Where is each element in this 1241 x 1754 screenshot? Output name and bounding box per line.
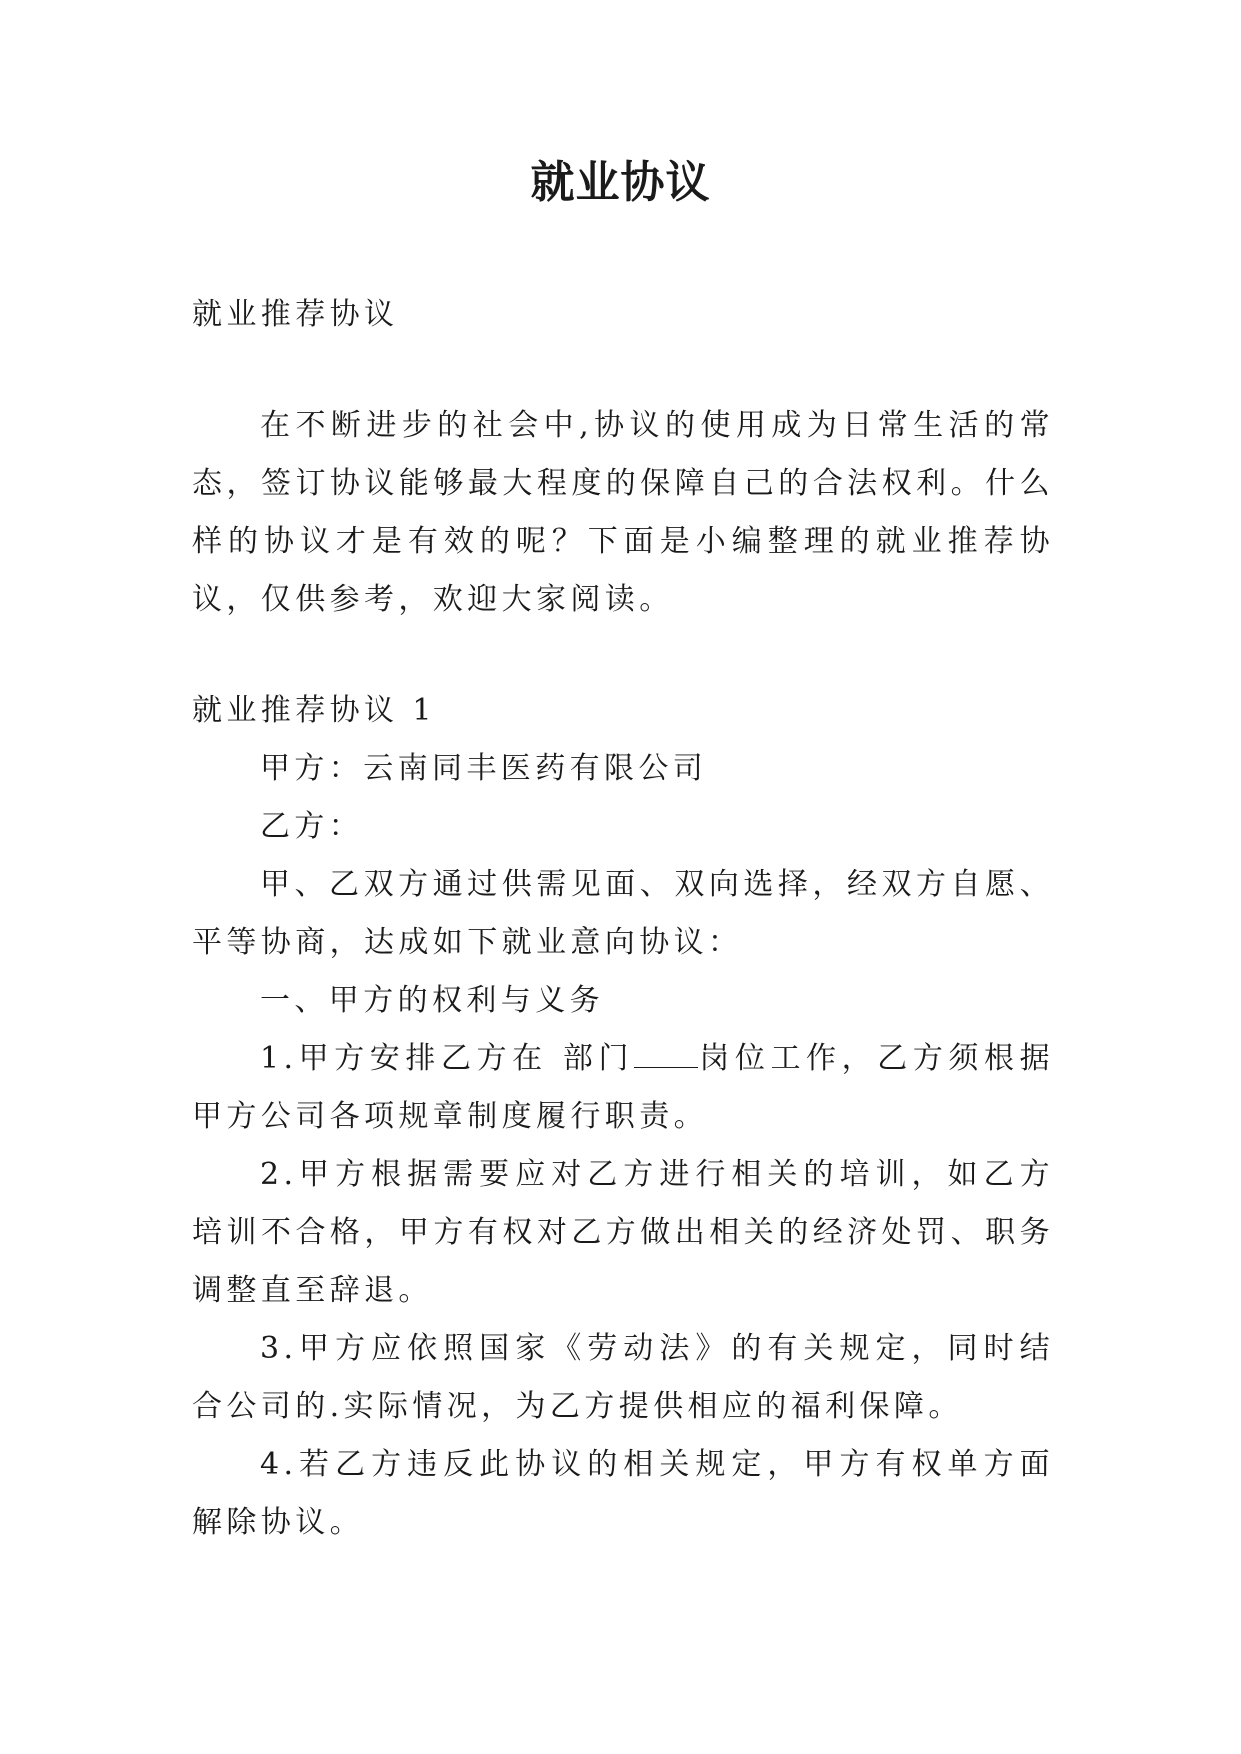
spacer — [192, 344, 1054, 397]
clause-item-2: 2.甲方根据需要应对乙方进行相关的培训，如乙方培训不合格，甲方有权对乙方做出相关的经济处罚、职务调整直至辞退。 — [192, 1157, 1054, 1308]
clause-item-1-start: 1.甲方安排乙方在 部门 — [260, 1041, 635, 1076]
party-b-line: 乙方： — [260, 809, 364, 844]
document-body — [192, 286, 1054, 1552]
clause-item-3: 3.甲方应依照国家《劳动法》的有关规定，同时结合公司的.实际情况，为乙方提供相应的福利保障。 — [192, 1331, 1054, 1424]
clause-item-4: 4.若乙方违反此协议的相关规定，甲方有权单方面解除协议。 — [192, 1447, 1054, 1540]
document-subtitle: 就业推荐协议 — [192, 297, 399, 332]
clause-item-1 — [192, 1030, 1054, 1146]
document-title: 就业协议 — [530, 157, 711, 208]
preamble-paragraph: 甲、乙双方通过供需见面、双向选择，经双方自愿、平等协商，达成如下就业意向协议： — [192, 867, 1054, 960]
clause-item-1-end: 岗位工作，乙方须根据甲方公司各项规章制度履行职责。 — [192, 1041, 1054, 1134]
section-heading: 就业推荐协议 1 — [192, 693, 436, 728]
spacer — [192, 629, 1054, 682]
blank-underline — [634, 1045, 698, 1068]
party-a-line: 甲方：云南同丰医药有限公司 — [260, 751, 708, 786]
clause-heading: 一、甲方的权利与义务 — [260, 983, 604, 1018]
intro-paragraph: 在不断进步的社会中,协议的使用成为日常生活的常态，签订协议能够最大程度的保障自己的合法权利。什么样的协议才是有效的呢？下面是小编整理的就业推荐协议，仅供参考，欢迎大家阅读。 — [192, 408, 1054, 617]
